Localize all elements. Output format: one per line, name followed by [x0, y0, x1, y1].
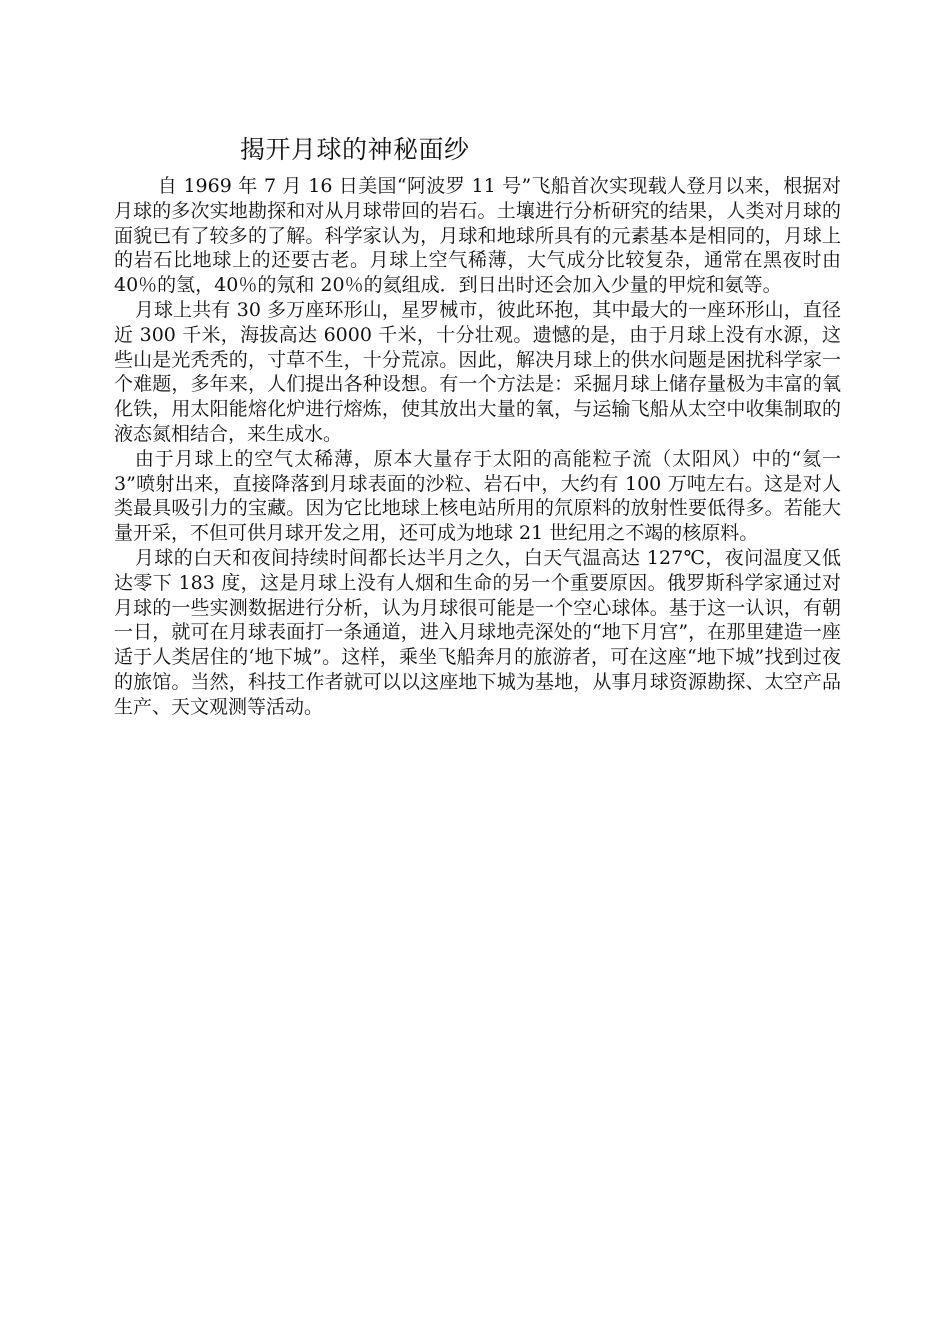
paragraph-4: 月球的白天和夜间持续时间都长达半月之久，白天气温高达 127℃，夜问温度又低达零下 183 度，这是月球上没有人烟和生命的另一个重要原因。俄罗斯科学家通过对月球的一些实测数据进行分析，认为月球很可能是一个空心球体。基于这一认识，有朝一日，就可在月球表面打一条通道，进入月球地壳深处的“地下月宫”，在那里建造一座适于人类居住的‘地下城”。这样，乘坐飞船奔月的旅游者，可在这座“地下城”找到过夜的旅馆。当然，科技工作者就可以以这座地下城为基地，从事月球资源勘探、太空产品生产、天文观测等活动。	[114, 546, 841, 718]
paragraph-3: 由于月球上的空气太稀薄，原本大量存于太阳的高能粒子流（太阳风）中的“氦一 3”喷射出来，直接降落到月球表面的沙粒、岩石中，大约有 100 万吨左右。这是对人类最具吸引力的宝藏。因为它比地球上核电站所用的氘原料的放射性要低得多。若能大量开采，不但可供月球开发之用，还可成为地球 21 世纪用之不竭的核原料。	[114, 447, 841, 545]
document-title: 揭开月球的神秘面纱	[240, 135, 470, 164]
paragraph-2: 月球上共有 30 多万座环形山，星罗械市，彼此环抱，其中最大的一座环形山，直径近 300 千米，海拔高达 6000 千米，十分壮观。遗憾的是，由于月球上没有水源，这些山是光秃秃的，寸草不生，十分荒凉。因此，解决月球上的供水问题是困扰科学家一个难题，多年来，人们提出各种设想。有一个方法是：采掘月球上储存量极为丰富的氧化铁，用太阳能熔化炉进行熔炼，使其放出大量的氧，与运输飞船从太空中收集制取的液态氮相结合，来生成水。	[114, 298, 841, 445]
paragraph-1: 自 1969 年 7 月 16 日美国“阿波罗 11 号”飞船首次实现载人登月以来，根据对月球的多次实地勘探和对从月球带回的岩石。土壤进行分析研究的结果，人类对月球的面貌已有了较多的了解。科学家认为，月球和地球所具有的元素基本是相同的，月球上的岩石比地球上的还要古老。月球上空气稀薄，大气成分比较复杂，通常在黑夜时由 40％的氢，40％的氖和 20％的氦组成．到日出时还会加入少量的甲烷和氨等。	[114, 175, 841, 297]
document-body	[114, 174, 841, 720]
